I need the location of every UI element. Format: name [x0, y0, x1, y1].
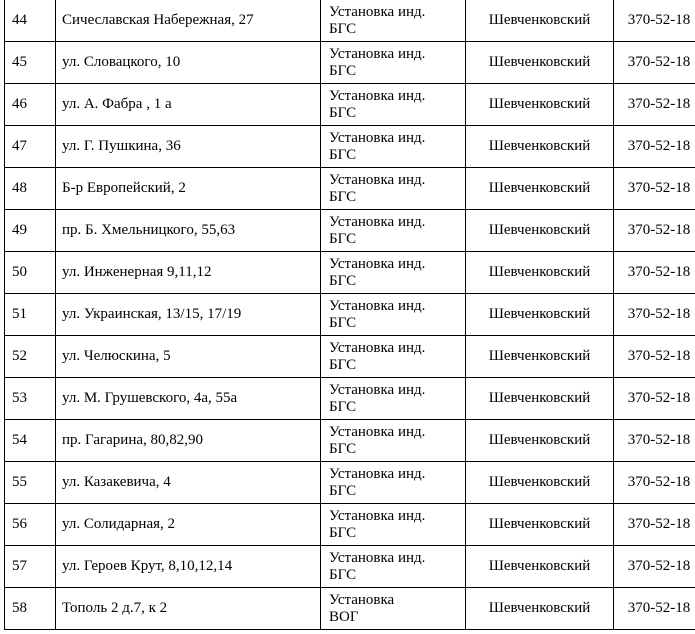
- work-type-cell: [321, 504, 466, 546]
- work-type-cell: [321, 168, 466, 210]
- work-type-cell: [321, 42, 466, 84]
- work-type-line: БГС: [329, 398, 357, 415]
- work-type-cell: [321, 378, 466, 420]
- row-number: 54: [5, 420, 56, 462]
- work-type-line: Установка: [329, 591, 395, 608]
- phone-cell: 370-52-18: [614, 252, 695, 294]
- table-row: [5, 420, 695, 462]
- row-number: 48: [5, 168, 56, 210]
- work-type-line: Установка инд.: [329, 423, 426, 440]
- work-type-line: БГС: [329, 188, 357, 205]
- district-cell: Шевченковский: [466, 420, 614, 462]
- work-type-cell: [321, 210, 466, 252]
- address-cell: ул. Инженерная 9,11,12: [56, 252, 321, 294]
- work-type-line: Установка инд.: [329, 297, 426, 314]
- address-cell: пр. Гагарина, 80,82,90: [56, 420, 321, 462]
- table-row: [5, 0, 695, 42]
- row-number: 44: [5, 0, 56, 42]
- work-type-cell: [321, 462, 466, 504]
- phone-cell: 370-52-18: [614, 42, 695, 84]
- work-type-line: Установка инд.: [329, 3, 426, 20]
- phone-cell: 370-52-18: [614, 126, 695, 168]
- district-cell: Шевченковский: [466, 252, 614, 294]
- work-type-line: Установка инд.: [329, 255, 426, 272]
- work-type-line: Установка инд.: [329, 381, 426, 398]
- work-type-cell: [321, 294, 466, 336]
- table-row: [5, 588, 695, 630]
- district-cell: Шевченковский: [466, 378, 614, 420]
- work-type-line: БГС: [329, 20, 357, 37]
- row-number: 49: [5, 210, 56, 252]
- phone-cell: 370-52-18: [614, 168, 695, 210]
- work-type-line: Установка инд.: [329, 171, 426, 188]
- phone-cell: 370-52-18: [614, 462, 695, 504]
- district-cell: Шевченковский: [466, 294, 614, 336]
- work-type-line: БГС: [329, 272, 357, 289]
- work-type-line: БГС: [329, 482, 357, 499]
- address-cell: ул. Солидарная, 2: [56, 504, 321, 546]
- row-number: 50: [5, 252, 56, 294]
- table-row: [5, 42, 695, 84]
- address-cell: ул. Словацкого, 10: [56, 42, 321, 84]
- work-type-line: Установка инд.: [329, 549, 426, 566]
- work-type-line: БГС: [329, 356, 357, 373]
- table-row: [5, 546, 695, 588]
- work-type-line: БГС: [329, 314, 357, 331]
- row-number: 51: [5, 294, 56, 336]
- row-number: 57: [5, 546, 56, 588]
- work-type-line: БГС: [329, 524, 357, 541]
- address-cell: Сичеславская Набережная, 27: [56, 0, 321, 42]
- address-cell: пр. Б. Хмельницкого, 55,63: [56, 210, 321, 252]
- address-cell: Тополь 2 д.7, к 2: [56, 588, 321, 630]
- table-row: [5, 126, 695, 168]
- work-type-cell: [321, 0, 466, 42]
- address-cell: ул. Украинская, 13/15, 17/19: [56, 294, 321, 336]
- phone-cell: 370-52-18: [614, 504, 695, 546]
- district-cell: Шевченковский: [466, 588, 614, 630]
- address-cell: Б-р Европейский, 2: [56, 168, 321, 210]
- district-cell: Шевченковский: [466, 126, 614, 168]
- work-type-line: БГС: [329, 146, 357, 163]
- work-type-line: БГС: [329, 62, 357, 79]
- work-type-line: Установка инд.: [329, 87, 426, 104]
- table-row: [5, 168, 695, 210]
- work-type-cell: [321, 420, 466, 462]
- phone-cell: 370-52-18: [614, 546, 695, 588]
- work-type-line: БГС: [329, 440, 357, 457]
- work-type-cell: [321, 84, 466, 126]
- work-type-line: БГС: [329, 566, 357, 583]
- table-row: [5, 252, 695, 294]
- table-row: [5, 378, 695, 420]
- phone-cell: 370-52-18: [614, 588, 695, 630]
- row-number: 46: [5, 84, 56, 126]
- work-type-line: Установка инд.: [329, 507, 426, 524]
- table-row: [5, 84, 695, 126]
- district-cell: Шевченковский: [466, 462, 614, 504]
- work-type-line: Установка инд.: [329, 213, 426, 230]
- district-cell: Шевченковский: [466, 84, 614, 126]
- district-cell: Шевченковский: [466, 42, 614, 84]
- district-cell: Шевченковский: [466, 210, 614, 252]
- phone-cell: 370-52-18: [614, 420, 695, 462]
- work-type-cell: [321, 546, 466, 588]
- district-cell: Шевченковский: [466, 168, 614, 210]
- district-cell: Шевченковский: [466, 504, 614, 546]
- table-row: [5, 504, 695, 546]
- work-type-line: Установка инд.: [329, 339, 426, 356]
- address-cell: ул. Казакевича, 4: [56, 462, 321, 504]
- work-type-line: Установка инд.: [329, 45, 426, 62]
- work-type-cell: [321, 252, 466, 294]
- work-type-line: Установка инд.: [329, 129, 426, 146]
- work-type-cell: [321, 126, 466, 168]
- phone-cell: 370-52-18: [614, 378, 695, 420]
- address-cell: ул. А. Фабра , 1 а: [56, 84, 321, 126]
- phone-cell: 370-52-18: [614, 0, 695, 42]
- address-cell: ул. Челюскина, 5: [56, 336, 321, 378]
- address-cell: ул. Героев Крут, 8,10,12,14: [56, 546, 321, 588]
- row-number: 45: [5, 42, 56, 84]
- phone-cell: 370-52-18: [614, 84, 695, 126]
- row-number: 52: [5, 336, 56, 378]
- phone-cell: 370-52-18: [614, 210, 695, 252]
- row-number: 55: [5, 462, 56, 504]
- phone-cell: 370-52-18: [614, 336, 695, 378]
- work-type-line: БГС: [329, 230, 357, 247]
- work-type-line: БГС: [329, 104, 357, 121]
- work-type-cell: [321, 588, 466, 630]
- table-row: [5, 294, 695, 336]
- row-number: 47: [5, 126, 56, 168]
- district-cell: Шевченковский: [466, 336, 614, 378]
- row-number: 58: [5, 588, 56, 630]
- address-cell: ул. М. Грушевского, 4а, 55а: [56, 378, 321, 420]
- table-body: [5, 0, 695, 630]
- document-table: [4, 0, 695, 630]
- work-type-cell: [321, 336, 466, 378]
- district-cell: Шевченковский: [466, 546, 614, 588]
- table-row: [5, 336, 695, 378]
- table-row: [5, 462, 695, 504]
- table-row: [5, 210, 695, 252]
- work-type-line: ВОГ: [329, 608, 359, 625]
- row-number: 56: [5, 504, 56, 546]
- row-number: 53: [5, 378, 56, 420]
- address-cell: ул. Г. Пушкина, 36: [56, 126, 321, 168]
- phone-cell: 370-52-18: [614, 294, 695, 336]
- work-type-line: Установка инд.: [329, 465, 426, 482]
- district-cell: Шевченковский: [466, 0, 614, 42]
